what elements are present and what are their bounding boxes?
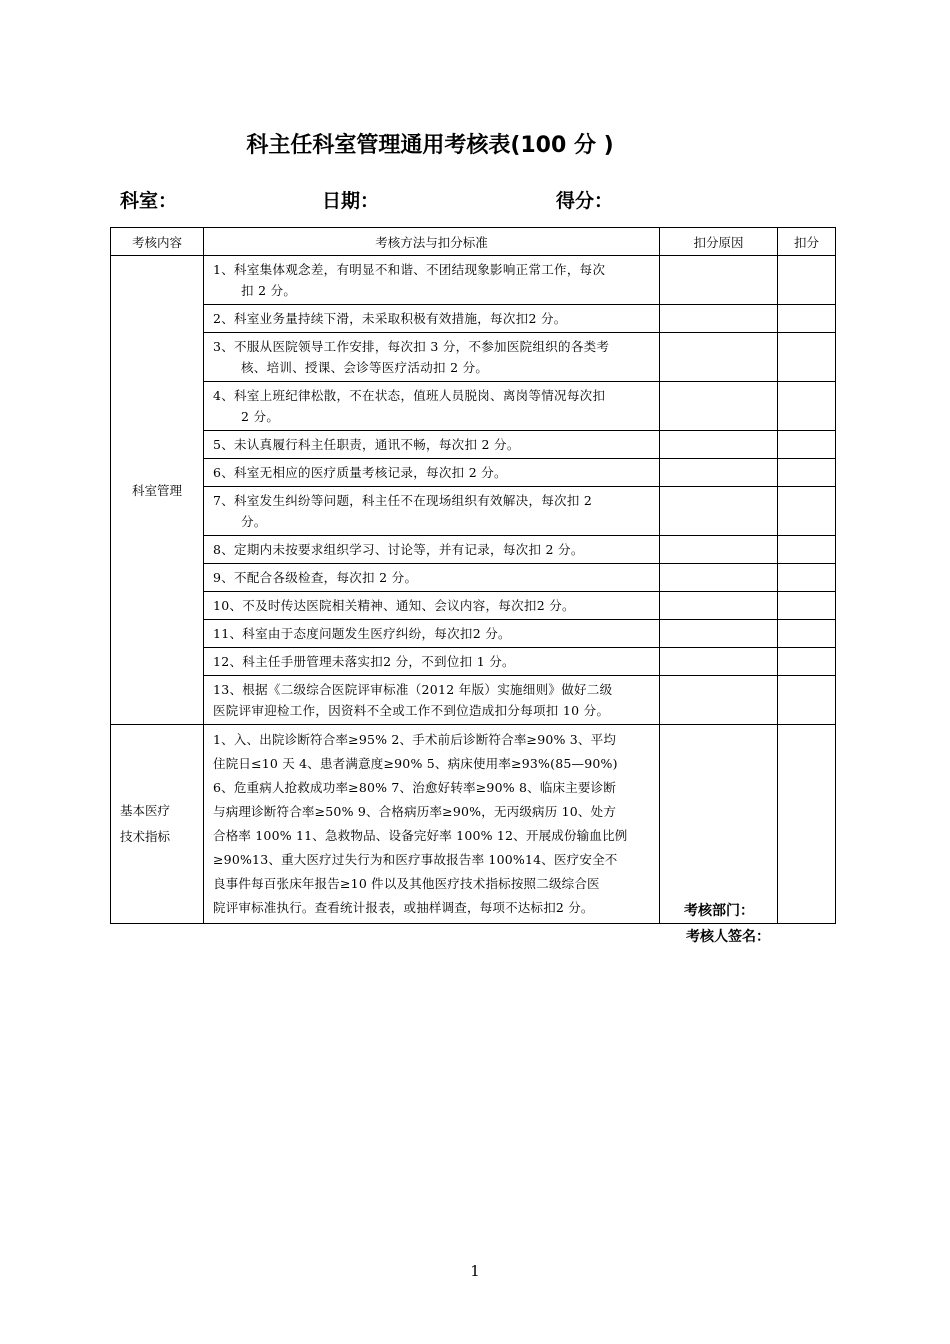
category-cell <box>111 725 204 924</box>
reason-cell[interactable] <box>660 431 778 459</box>
column-header-deduction: 扣分 <box>778 228 836 256</box>
criteria-line: ≥90%13、重大医疗过失行为和医疗事故报告率 100%14、医疗安全不 <box>213 852 618 867</box>
reason-cell[interactable] <box>660 333 778 382</box>
criteria-cell <box>204 620 660 648</box>
criteria-cell <box>204 333 660 382</box>
column-header-content: 考核内容 <box>111 228 204 256</box>
category-label: 基本医疗 <box>120 803 171 818</box>
deduction-cell[interactable] <box>778 592 836 620</box>
criteria-cell <box>204 431 660 459</box>
criteria-cell <box>204 305 660 333</box>
deduction-cell[interactable] <box>778 536 836 564</box>
criteria-cell <box>204 676 660 725</box>
criteria-cell <box>204 725 660 924</box>
criteria-line: 3、不服从医院领导工作安排，每次扣 3 分，不参加医院组织的各类考 <box>213 339 610 354</box>
reason-cell[interactable] <box>660 564 778 592</box>
criteria-cell <box>204 564 660 592</box>
table-row <box>111 382 836 431</box>
deduction-cell[interactable] <box>778 564 836 592</box>
category-cell <box>111 256 204 725</box>
table-row <box>111 564 836 592</box>
table-row <box>111 592 836 620</box>
table-row <box>111 487 836 536</box>
criteria-line: 核、培训、授课、会诊等医疗活动扣 2 分。 <box>241 360 489 375</box>
deduction-cell[interactable] <box>778 382 836 431</box>
deduction-cell[interactable] <box>778 305 836 333</box>
page-number: 1 <box>470 1262 480 1280</box>
criteria-line: 6、危重病人抢救成功率≥80% 7、治愈好转率≥90% 8、临床主要诊断 <box>213 780 617 795</box>
table-header-row <box>111 228 836 256</box>
table-row <box>111 459 836 487</box>
table-row <box>111 333 836 382</box>
table-row <box>111 676 836 725</box>
criteria-cell <box>204 459 660 487</box>
criteria-line: 8、定期内未按要求组织学习、讨论等，并有记录，每次扣 2 分。 <box>213 542 584 557</box>
criteria-line: 10、不及时传达医院相关精神、通知、会议内容，每次扣2 分。 <box>213 598 575 613</box>
criteria-line: 6、科室无相应的医疗质量考核记录，每次扣 2 分。 <box>213 465 507 480</box>
criteria-cell <box>204 536 660 564</box>
deduction-cell[interactable] <box>778 725 836 924</box>
deduction-cell[interactable] <box>778 256 836 305</box>
deduction-cell[interactable] <box>778 333 836 382</box>
criteria-cell <box>204 256 660 305</box>
reason-cell[interactable] <box>660 305 778 333</box>
column-header-method: 考核方法与扣分标准 <box>204 228 660 256</box>
table-row <box>111 725 836 924</box>
criteria-line: 住院日≤10 天 4、患者满意度≥90% 5、病床使用率≥93%(85—90%) <box>213 756 618 771</box>
criteria-cell <box>204 382 660 431</box>
criteria-cell <box>204 487 660 536</box>
deduction-cell[interactable] <box>778 459 836 487</box>
reason-cell[interactable] <box>660 676 778 725</box>
criteria-line: 11、科室由于态度问题发生医疗纠纷，每次扣2 分。 <box>213 626 511 641</box>
criteria-line: 7、科室发生纠纷等问题，科主任不在现场组织有效解决，每次扣 2 <box>213 493 593 508</box>
table-row <box>111 620 836 648</box>
reason-cell[interactable] <box>660 536 778 564</box>
deduction-cell[interactable] <box>778 620 836 648</box>
reason-cell[interactable] <box>660 648 778 676</box>
assessment-table <box>110 227 836 924</box>
criteria-line: 2、科室业务量持续下滑，未采取积极有效措施，每次扣2 分。 <box>213 311 567 326</box>
deduction-cell[interactable] <box>778 431 836 459</box>
criteria-line: 1、科室集体观念差，有明显不和谐、不团结现象影响正常工作，每次 <box>213 262 606 277</box>
assessor-signature-label: 考核人签名： <box>686 929 770 945</box>
criteria-line: 良事件每百张床年报告≥10 件以及其他医疗技术指标按照二级综合医 <box>213 876 600 891</box>
table-row <box>111 431 836 459</box>
reason-cell[interactable] <box>660 382 778 431</box>
criteria-cell <box>204 648 660 676</box>
criteria-line: 院评审标准执行。查看统计报表，或抽样调查，每项不达标扣2 分。 <box>213 900 594 915</box>
reason-cell[interactable] <box>660 459 778 487</box>
criteria-line: 分。 <box>241 514 267 529</box>
date-label: 日期： <box>322 190 380 212</box>
criteria-line: 扣 2 分。 <box>241 283 297 298</box>
criteria-line: 与病理诊断符合率≥50% 9、合格病历率≥90%，无丙级病历 10、处方 <box>213 804 617 819</box>
score-label: 得分： <box>556 190 614 212</box>
table-row <box>111 648 836 676</box>
criteria-line: 4、科室上班纪律松散，不在状态，值班人员脱岗、离岗等情况每次扣 <box>213 388 606 403</box>
deduction-cell[interactable] <box>778 487 836 536</box>
criteria-line: 医院评审迎检工作，因资料不全或工作不到位造成扣分每项扣 10 分。 <box>213 703 610 718</box>
criteria-line: 12、科主任手册管理未落实扣2 分，不到位扣 1 分。 <box>213 654 515 669</box>
criteria-line: 2 分。 <box>241 409 280 424</box>
reason-cell[interactable] <box>660 592 778 620</box>
category-label: 科室管理 <box>131 482 182 498</box>
table-row <box>111 536 836 564</box>
table-row <box>111 305 836 333</box>
category-label: 技术指标 <box>120 829 171 844</box>
criteria-line: 5、未认真履行科主任职责，通讯不畅，每次扣 2 分。 <box>213 437 520 452</box>
department-label: 科室： <box>120 190 178 212</box>
reason-cell[interactable] <box>660 256 778 305</box>
criteria-line: 13、根据《二级综合医院评审标准（2012 年版）实施细则》做好二级 <box>213 682 613 697</box>
reason-cell[interactable] <box>660 620 778 648</box>
criteria-cell <box>204 592 660 620</box>
criteria-line: 9、不配合各级检查，每次扣 2 分。 <box>213 570 418 585</box>
assessment-dept-label: 考核部门： <box>684 903 754 919</box>
criteria-line: 1、入、出院诊断符合率≥95% 2、手术前后诊断符合率≥90% 3、平均 <box>213 732 617 747</box>
deduction-cell[interactable] <box>778 648 836 676</box>
criteria-line: 合格率 100% 11、急救物品、设备完好率 100% 12、开展成份输血比例 <box>213 828 628 843</box>
page-title: 科主任科室管理通用考核表(100 分 ) <box>246 133 614 158</box>
reason-cell[interactable] <box>660 725 778 924</box>
table-row <box>111 256 836 305</box>
deduction-cell[interactable] <box>778 676 836 725</box>
reason-cell[interactable] <box>660 487 778 536</box>
column-header-reason: 扣分原因 <box>660 228 778 256</box>
